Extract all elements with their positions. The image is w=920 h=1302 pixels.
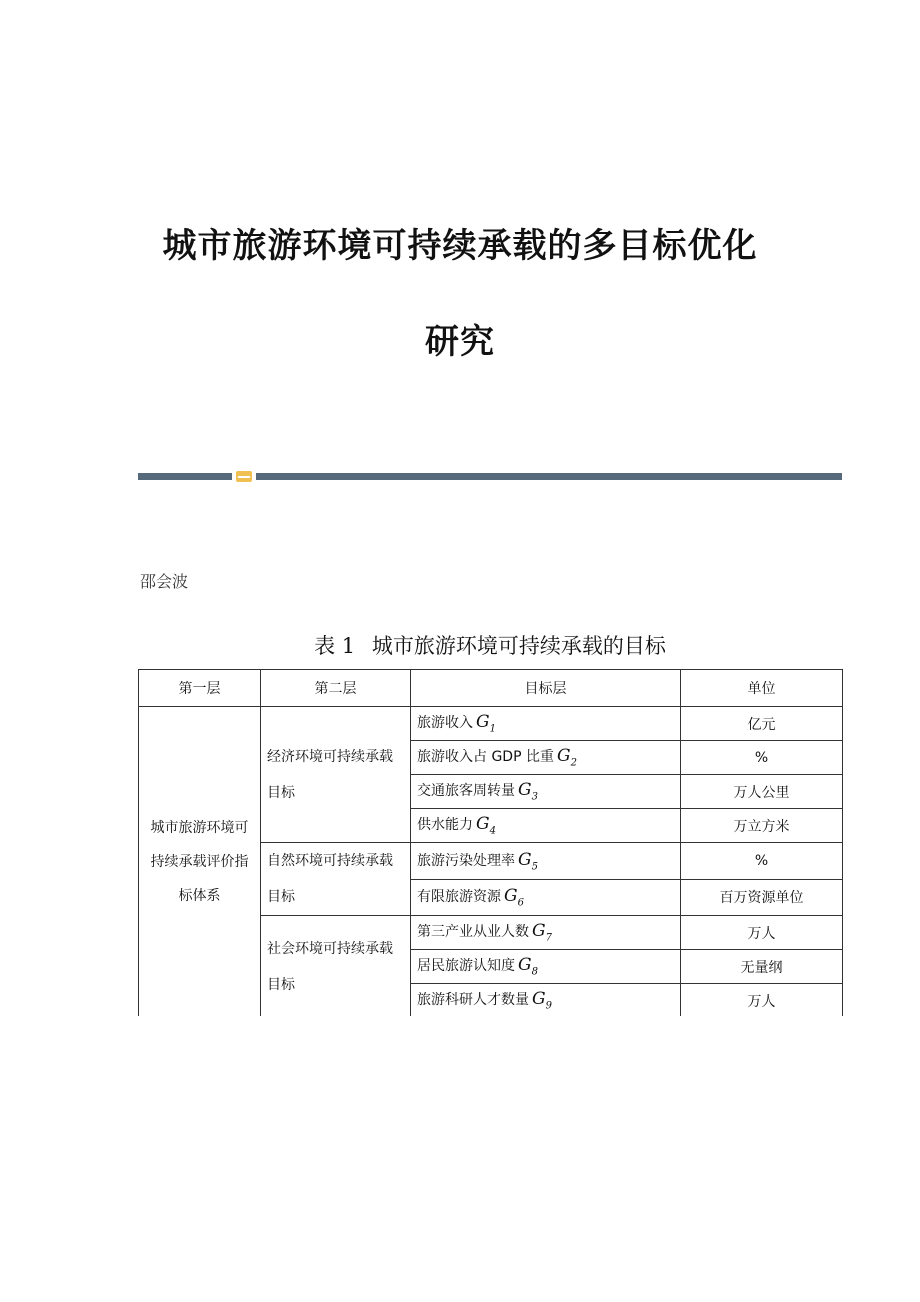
second-layer-natural: 自然环境可持续承载目标	[261, 843, 411, 916]
unit-cell: 万人公里	[681, 775, 843, 809]
unit-cell: 亿元	[681, 707, 843, 741]
goal-cell	[411, 707, 681, 741]
header-goal-layer: 目标层	[411, 670, 681, 707]
decorative-divider	[138, 471, 842, 481]
goal-symbol: $G_4$	[476, 814, 496, 837]
table-caption-number: 表 1	[314, 634, 356, 658]
goal-cell	[411, 984, 681, 1018]
goal-label: 第三产业从业人数	[417, 924, 529, 941]
table-header-row	[139, 670, 843, 707]
table-row	[139, 707, 843, 741]
table-caption	[138, 630, 842, 660]
goal-symbol: $G_6$	[504, 886, 524, 909]
goal-symbol: $G_3$	[518, 780, 538, 803]
goal-label: 居民旅游认知度	[417, 958, 515, 975]
unit-cell: 万人	[681, 916, 843, 950]
goals-table	[138, 669, 843, 1018]
goal-symbol: $G_2$	[556, 746, 577, 769]
page-title-line-1: 城市旅游环境可持续承载的多目标优化	[162, 226, 758, 266]
unit-cell: 百万资源单位	[681, 879, 843, 916]
goal-label: 旅游污染处理率	[417, 852, 515, 869]
goal-cell	[411, 916, 681, 950]
goal-cell	[411, 741, 681, 775]
goal-symbol: $G_7$	[532, 921, 552, 944]
goal-label: 旅游科研人才数量	[417, 992, 529, 1009]
unit-cell: %	[681, 741, 843, 775]
goal-symbol: $G_8$	[518, 955, 538, 978]
goal-label: 旅游收入占 GDP 比重	[417, 749, 554, 766]
unit-cell: 万立方米	[681, 809, 843, 843]
second-layer-social: 社会环境可持续承载目标	[261, 916, 411, 1018]
header-first-layer: 第一层	[139, 670, 261, 707]
divider-bar-left	[138, 473, 232, 480]
goal-label: 供水能力	[417, 817, 473, 834]
goal-cell	[411, 843, 681, 880]
goal-symbol: $G_9$	[532, 989, 552, 1012]
header-second-layer: 第二层	[261, 670, 411, 707]
goal-cell	[411, 809, 681, 843]
divider-bar-right	[256, 473, 842, 480]
goal-cell	[411, 775, 681, 809]
goal-symbol: $G_5$	[518, 849, 538, 872]
goal-label: 有限旅游资源	[417, 889, 501, 906]
unit-cell: 万人	[681, 984, 843, 1018]
table-crop-mask	[130, 1016, 850, 1056]
table-caption-text: 城市旅游环境可持续承载的目标	[371, 634, 666, 658]
second-layer-economic: 经济环境可持续承载目标	[261, 707, 411, 843]
unit-cell: 无量纲	[681, 950, 843, 984]
page-title-line-2: 研究	[425, 322, 495, 362]
goal-label: 旅游收入	[417, 715, 473, 732]
goal-cell	[411, 950, 681, 984]
unit-cell: %	[681, 843, 843, 880]
first-layer-cell: 城市旅游环境可持续承载评价指标体系	[139, 707, 261, 1018]
goal-cell	[411, 879, 681, 916]
envelope-icon	[236, 471, 252, 482]
header-unit: 单位	[681, 670, 843, 707]
goal-symbol: $G_1$	[476, 712, 496, 735]
author-name: 邵会波	[140, 572, 189, 591]
goal-label: 交通旅客周转量	[417, 783, 515, 800]
